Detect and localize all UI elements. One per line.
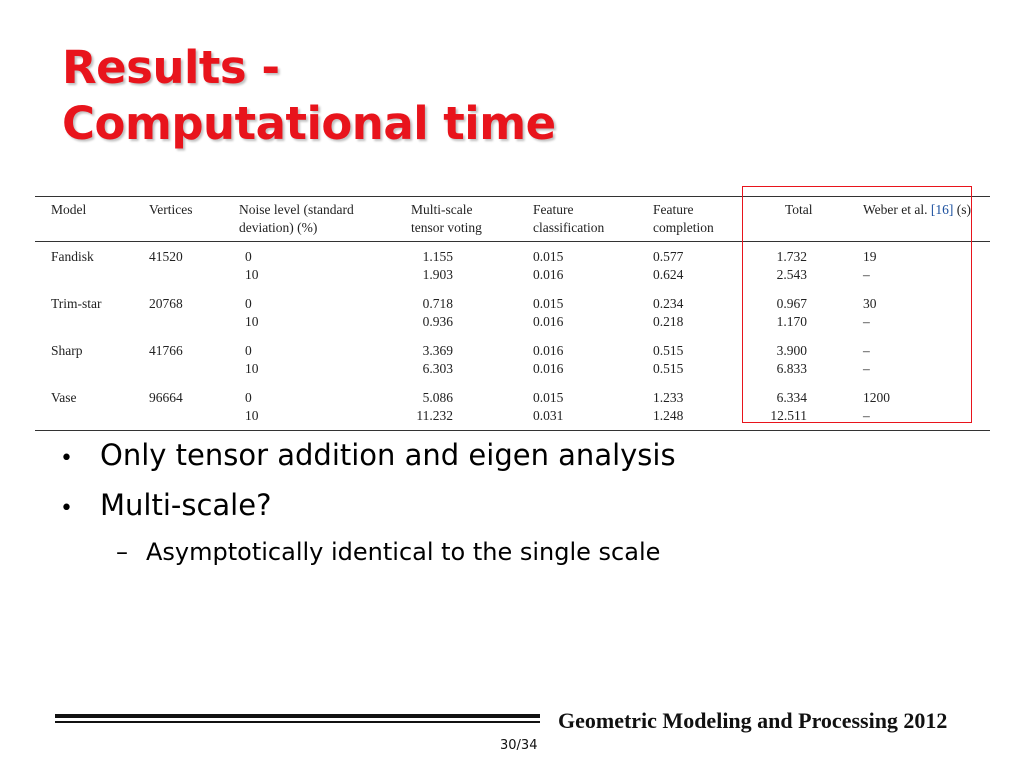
slide-title-line-2: Computational time xyxy=(62,97,556,150)
dash-icon: – xyxy=(116,538,128,566)
cell-weber: – xyxy=(863,361,870,376)
bullet-text: Only tensor addition and eigen analysis xyxy=(100,438,676,472)
cell-noise: 10 xyxy=(245,314,259,329)
total-value: 6.334 xyxy=(776,390,807,405)
total-value: 1.732 xyxy=(776,249,807,264)
cell-noise: 0 xyxy=(245,343,252,358)
cell-noise: 0 xyxy=(245,390,252,405)
header-feature-classification xyxy=(533,197,653,242)
header-model: Model xyxy=(51,202,87,217)
bullet-text: Multi-scale? xyxy=(100,488,272,522)
msv-value: 6.303 xyxy=(422,361,453,376)
slide-title-line-1: Results - xyxy=(62,41,280,94)
cell-model xyxy=(35,407,149,431)
msv-value: 0.936 xyxy=(422,314,453,329)
total-value: 3.900 xyxy=(776,343,807,358)
cell-noise: 10 xyxy=(245,267,259,282)
cell-msv xyxy=(411,407,533,431)
sub-bullet-text: Asymptotically identical to the single scale xyxy=(146,538,661,566)
cell-noise: 10 xyxy=(245,408,259,423)
cell-vertices: 20768 xyxy=(149,296,183,311)
cell-fcomp: 1.233 xyxy=(653,390,684,405)
cell-noise: 0 xyxy=(245,296,252,311)
cell-msv xyxy=(411,313,533,336)
header-multi-scale xyxy=(411,197,533,242)
cell-weber: – xyxy=(863,267,870,282)
cell-fc: 0.015 xyxy=(533,390,564,405)
cell-vertices: 41766 xyxy=(149,343,183,358)
cell-fcomp: 0.624 xyxy=(653,267,684,282)
cell-noise: 0 xyxy=(245,249,252,264)
bullet-item xyxy=(60,432,676,482)
slide-title xyxy=(62,40,556,152)
header-msv-line-2: tensor voting xyxy=(411,220,482,235)
cell-msv xyxy=(411,383,533,407)
cell-model: Vase xyxy=(51,390,77,405)
cell-model: Fandisk xyxy=(51,249,94,264)
page-number: 30/34 xyxy=(500,738,538,753)
cell-vertices xyxy=(149,313,239,336)
cell-fc: 0.015 xyxy=(533,249,564,264)
footer-conference-title: Geometric Modeling and Processing 2012 xyxy=(558,708,948,733)
total-value: 1.170 xyxy=(776,314,807,329)
cell-fc: 0.016 xyxy=(533,314,564,329)
cell-fc: 0.016 xyxy=(533,361,564,376)
header-noise-line-2: deviation) (%) xyxy=(239,220,318,235)
cell-fc: 0.031 xyxy=(533,408,564,423)
header-weber-post: (s) xyxy=(953,202,972,217)
cell-model xyxy=(35,266,149,289)
cell-msv xyxy=(411,242,533,267)
cell-noise: 10 xyxy=(245,361,259,376)
cell-fcomp: 0.515 xyxy=(653,361,684,376)
bullet-dot-icon: • xyxy=(60,446,73,471)
cell-fcomp: 1.248 xyxy=(653,408,684,423)
cell-vertices xyxy=(149,266,239,289)
cell-fcomp: 0.218 xyxy=(653,314,684,329)
cell-weber: 1200 xyxy=(863,390,890,405)
cell-fcomp: 0.234 xyxy=(653,296,684,311)
cell-vertices xyxy=(149,407,239,431)
cell-fcomp: 0.577 xyxy=(653,249,684,264)
msv-value: 11.232 xyxy=(416,408,453,423)
cell-vertices xyxy=(149,360,239,383)
msv-value: 5.086 xyxy=(422,390,453,405)
footer-rule-thin xyxy=(55,721,540,723)
bullet-dot-icon: • xyxy=(60,496,73,521)
cell-fc: 0.016 xyxy=(533,343,564,358)
total-value: 0.967 xyxy=(776,296,807,311)
weber-reference-link[interactable]: [16] xyxy=(930,202,954,217)
cell-msv xyxy=(411,360,533,383)
cell-msv xyxy=(411,289,533,313)
header-total-label: Total xyxy=(785,202,813,217)
sub-bullet-item xyxy=(116,532,676,572)
header-fc-line-1: Feature xyxy=(533,202,574,217)
total-value: 12.511 xyxy=(770,408,807,423)
cell-vertices: 41520 xyxy=(149,249,183,264)
msv-value: 1.155 xyxy=(422,249,453,264)
cell-weber: – xyxy=(863,408,870,423)
cell-model: Sharp xyxy=(51,343,83,358)
bullet-item xyxy=(60,482,676,532)
cell-model: Trim-star xyxy=(51,296,102,311)
cell-msv xyxy=(411,336,533,360)
bullet-list xyxy=(60,432,676,572)
cell-weber: 30 xyxy=(863,296,877,311)
msv-value: 0.718 xyxy=(422,296,453,311)
header-fcomp-line-2: completion xyxy=(653,220,714,235)
cell-weber: 19 xyxy=(863,249,877,264)
cell-model xyxy=(35,313,149,336)
msv-value: 3.369 xyxy=(422,343,453,358)
cell-weber: – xyxy=(863,343,870,358)
header-noise-line-1: Noise level (standard xyxy=(239,202,354,217)
footer-rule xyxy=(55,714,540,723)
total-value: 6.833 xyxy=(776,361,807,376)
cell-model xyxy=(35,360,149,383)
cell-weber: – xyxy=(863,314,870,329)
cell-fc: 0.016 xyxy=(533,267,564,282)
cell-msv xyxy=(411,266,533,289)
header-msv-line-1: Multi-scale xyxy=(411,202,473,217)
header-noise-level xyxy=(239,197,411,242)
header-vertices: Vertices xyxy=(149,202,193,217)
cell-vertices: 96664 xyxy=(149,390,183,405)
total-value: 2.543 xyxy=(776,267,807,282)
header-fcomp-line-1: Feature xyxy=(653,202,694,217)
total-column-highlight-box xyxy=(742,186,972,423)
msv-value: 1.903 xyxy=(422,267,453,282)
cell-fcomp: 0.515 xyxy=(653,343,684,358)
header-fc-line-2: classification xyxy=(533,220,605,235)
footer-rule-thick xyxy=(55,714,540,718)
header-weber-pre: Weber et al. xyxy=(863,202,931,217)
cell-fc: 0.015 xyxy=(533,296,564,311)
